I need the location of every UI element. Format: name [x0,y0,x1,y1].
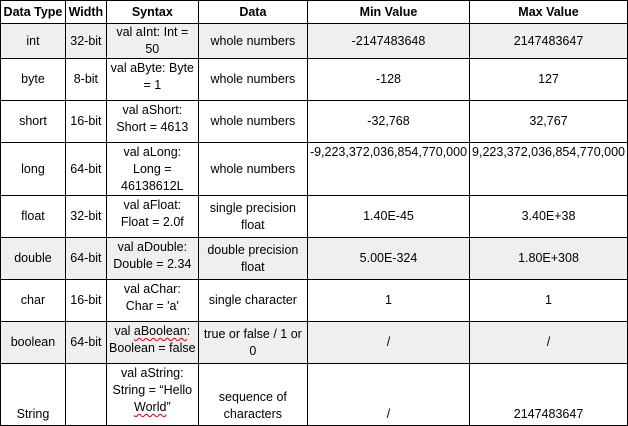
header-data-type: Data Type [1,1,66,24]
cell-syntax: val aDouble: Double = 2.34 [106,238,198,280]
table-row [1,364,628,426]
cell-data: whole numbers [198,24,307,59]
cell-width: 64-bit [65,238,106,280]
cell-min: / [307,322,469,364]
cell-min: -32,768 [307,101,469,143]
cell-type: double [1,238,66,280]
cell-max: 1 [470,280,628,322]
cell-width: 64-bit [65,143,106,196]
cell-max: 127 [470,59,628,101]
cell-width [65,364,106,426]
cell-width: 16-bit [65,280,106,322]
cell-type: int [1,24,66,59]
header-min-value: Min Value [307,1,469,24]
cell-max: 9,223,372,036,854,770,000 [470,143,628,196]
cell-max: / [470,322,628,364]
table-row [1,196,628,238]
table-row [1,322,628,364]
cell-syntax: val aShort: Short = 4613 [106,101,198,143]
cell-data: sequence of characters [198,364,307,426]
table-row [1,238,628,280]
cell-data: whole numbers [198,101,307,143]
cell-width: 64-bit [65,322,106,364]
cell-width: 32-bit [65,196,106,238]
spellcheck-word: World [134,400,167,414]
cell-type: char [1,280,66,322]
cell-width: 32-bit [65,24,106,59]
table-row [1,24,628,59]
cell-min: -128 [307,59,469,101]
cell-syntax: val aLong: Long = 46138612L [106,143,198,196]
cell-min: 5.00E-324 [307,238,469,280]
cell-min: -9,223,372,036,854,770,000 [307,143,469,196]
cell-max: 2147483647 [470,364,628,426]
table-row [1,59,628,101]
header-row [1,1,628,24]
cell-type: long [1,143,66,196]
cell-data: single character [198,280,307,322]
cell-data: single precision float [198,196,307,238]
cell-width: 16-bit [65,101,106,143]
table-row [1,280,628,322]
cell-type: short [1,101,66,143]
table-row [1,143,628,196]
cell-max: 2147483647 [470,24,628,59]
header-syntax: Syntax [106,1,198,24]
table-row [1,101,628,143]
cell-width: 8-bit [65,59,106,101]
cell-max: 1.80E+308 [470,238,628,280]
cell-syntax: val aChar: Char = 'a' [106,280,198,322]
cell-syntax: val aFloat: Float = 2.0f [106,196,198,238]
spellcheck-word: aBoolean [133,324,187,338]
header-max-value: Max Value [470,1,628,24]
cell-syntax: val aInt: Int = 50 [106,24,198,59]
cell-syntax: val aString: String = “Hello World” [106,364,198,426]
cell-data: whole numbers [198,59,307,101]
cell-max: 3.40E+38 [470,196,628,238]
cell-data: true or false / 1 or 0 [198,322,307,364]
cell-type: boolean [1,322,66,364]
cell-syntax: val aByte: Byte = 1 [106,59,198,101]
cell-type: String [1,364,66,426]
cell-max: 32,767 [470,101,628,143]
cell-data: whole numbers [198,143,307,196]
cell-syntax: val aBoolean: Boolean = false [106,322,198,364]
cell-min: / [307,364,469,426]
cell-min: -2147483648 [307,24,469,59]
cell-min: 1 [307,280,469,322]
cell-data: double precision float [198,238,307,280]
header-data: Data [198,1,307,24]
header-width: Width [65,1,106,24]
cell-type: byte [1,59,66,101]
cell-type: float [1,196,66,238]
cell-min: 1.40E-45 [307,196,469,238]
